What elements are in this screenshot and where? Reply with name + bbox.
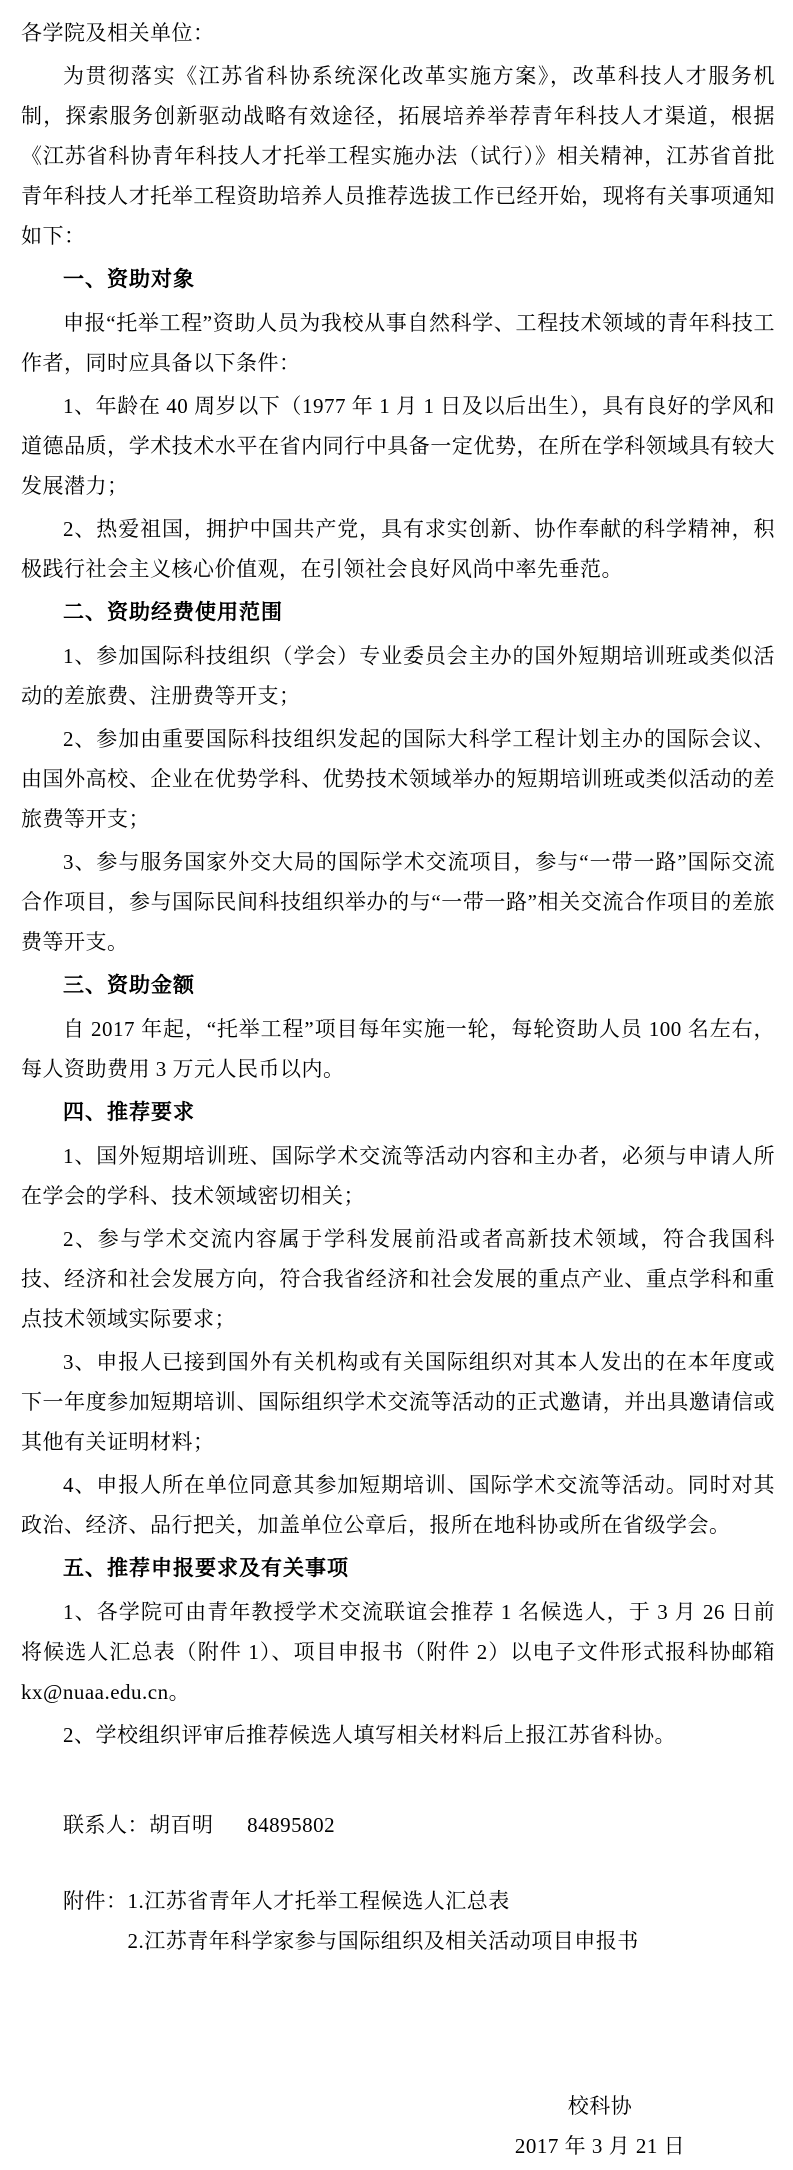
contact-label: 联系人： (63, 1813, 149, 1837)
attachments-block (21, 1881, 775, 1961)
salutation: 各学院及相关单位： (21, 21, 215, 45)
contact-line (21, 1805, 775, 1845)
paragraph: 1、国外短期培训班、国际学术交流等活动内容和主办者，必须与申请人所在学会的学科、技术领域密切相关； (21, 1144, 775, 1208)
paragraph: 3、参与服务国家外交大局的国际学术交流项目，参与“一带一路”国际交流合作项目，参与国际民间科技组织举办的与“一带一路”相关交流合作项目的差旅费等开支。 (21, 850, 775, 954)
paragraph: 2、参加由重要国际科技组织发起的国际大科学工程计划主办的国际会议、由国外高校、企业在优势学科、优势技术领域举办的短期培训班或类似活动的差旅费等开支； (21, 727, 775, 831)
paragraph: 2、参与学术交流内容属于学科发展前沿或者高新技术领域，符合我国科技、经济和社会发展方向，符合我省经济和社会发展的重点产业、重点学科和重点技术领域实际要求； (21, 1227, 775, 1331)
intro-paragraph: 为贯彻落实《江苏省科协系统深化改革实施方案》，改革科技人才服务机制，探索服务创新驱动战略有效途径，拓展培养举荐青年科技人才渠道，根据《江苏省科协青年科技人才托举工程实施办法（试行）》相关精神，江苏省首批青年科技人才托举工程资助培养人员推荐选拔工作已经开始，现将有关事项通知如下： (21, 64, 775, 248)
section-heading: 二、资助经费使用范围 (63, 601, 283, 624)
section-funding-amount (21, 966, 775, 1089)
section-heading: 四、推荐要求 (63, 1101, 195, 1124)
signature-block (505, 2086, 695, 2166)
attachment-item: 2.江苏青年科学家参与国际组织及相关活动项目申报书 (127, 1929, 639, 1953)
paragraph: 自 2017 年起，“托举工程”项目每年实施一轮，每轮资助人员 100 名左右，每人资助费用 3 万元人民币以内。 (21, 1017, 775, 1081)
paragraph: 1、各学院可由青年教授学术交流联谊会推荐 1 名候选人，于 3 月 26 日前将候选人汇总表（附件 1）、项目申报书（附件 2）以电子文件形式报科协邮箱 kx@nuaa.edu.cn。 (21, 1600, 775, 1704)
section-heading: 五、推荐申报要求及有关事项 (63, 1557, 349, 1580)
section-application-matters (21, 1549, 775, 1755)
attachments-label: 附件： (63, 1889, 128, 1913)
contact-name: 胡百明 (149, 1813, 214, 1837)
section-heading: 一、资助对象 (63, 268, 195, 291)
section-funding-target (21, 260, 775, 589)
signature-org: 校科协 (567, 2094, 633, 2118)
attachment-item: 1.江苏省青年人才托举工程候选人汇总表 (127, 1889, 510, 1913)
section-funding-scope (21, 593, 775, 962)
paragraph: 申报“托举工程”资助人员为我校从事自然科学、工程技术领域的青年科技工作者，同时应具备以下条件： (21, 311, 775, 375)
signature-date: 2017 年 3 月 21 日 (514, 2134, 686, 2158)
paragraph: 4、申报人所在单位同意其参加短期培训、国际学术交流等活动。同时对其政治、经济、品行把关，加盖单位公章后，报所在地科协或所在省级学会。 (21, 1473, 775, 1537)
paragraph: 1、年龄在 40 周岁以下（1977 年 1 月 1 日及以后出生），具有良好的学风和道德品质，学术技术水平在省内同行中具备一定优势，在所在学科领域具有较大发展潜力； (21, 394, 775, 498)
section-recommendation-requirements (21, 1093, 775, 1545)
paragraph: 2、学校组织评审后推荐候选人填写相关材料后上报江苏省科协。 (63, 1723, 676, 1747)
attachment-list (128, 1881, 776, 1961)
paragraph: 3、申报人已接到国外有关机构或有关国际组织对其本人发出的在本年度或下一年度参加短期培训、国际组织学术交流等活动的正式邀请，并出具邀请信或其他有关证明材料； (21, 1350, 775, 1454)
paragraph: 2、热爱祖国，拥护中国共产党，具有求实创新、协作奉献的科学精神，积极践行社会主义核心价值观，在引领社会良好风尚中率先垂范。 (21, 517, 775, 581)
section-heading: 三、资助金额 (63, 974, 195, 997)
contact-phone: 84895802 (247, 1813, 336, 1837)
paragraph: 1、参加国际科技组织（学会）专业委员会主办的国外短期培训班或类似活动的差旅费、注册费等开支； (21, 644, 775, 708)
